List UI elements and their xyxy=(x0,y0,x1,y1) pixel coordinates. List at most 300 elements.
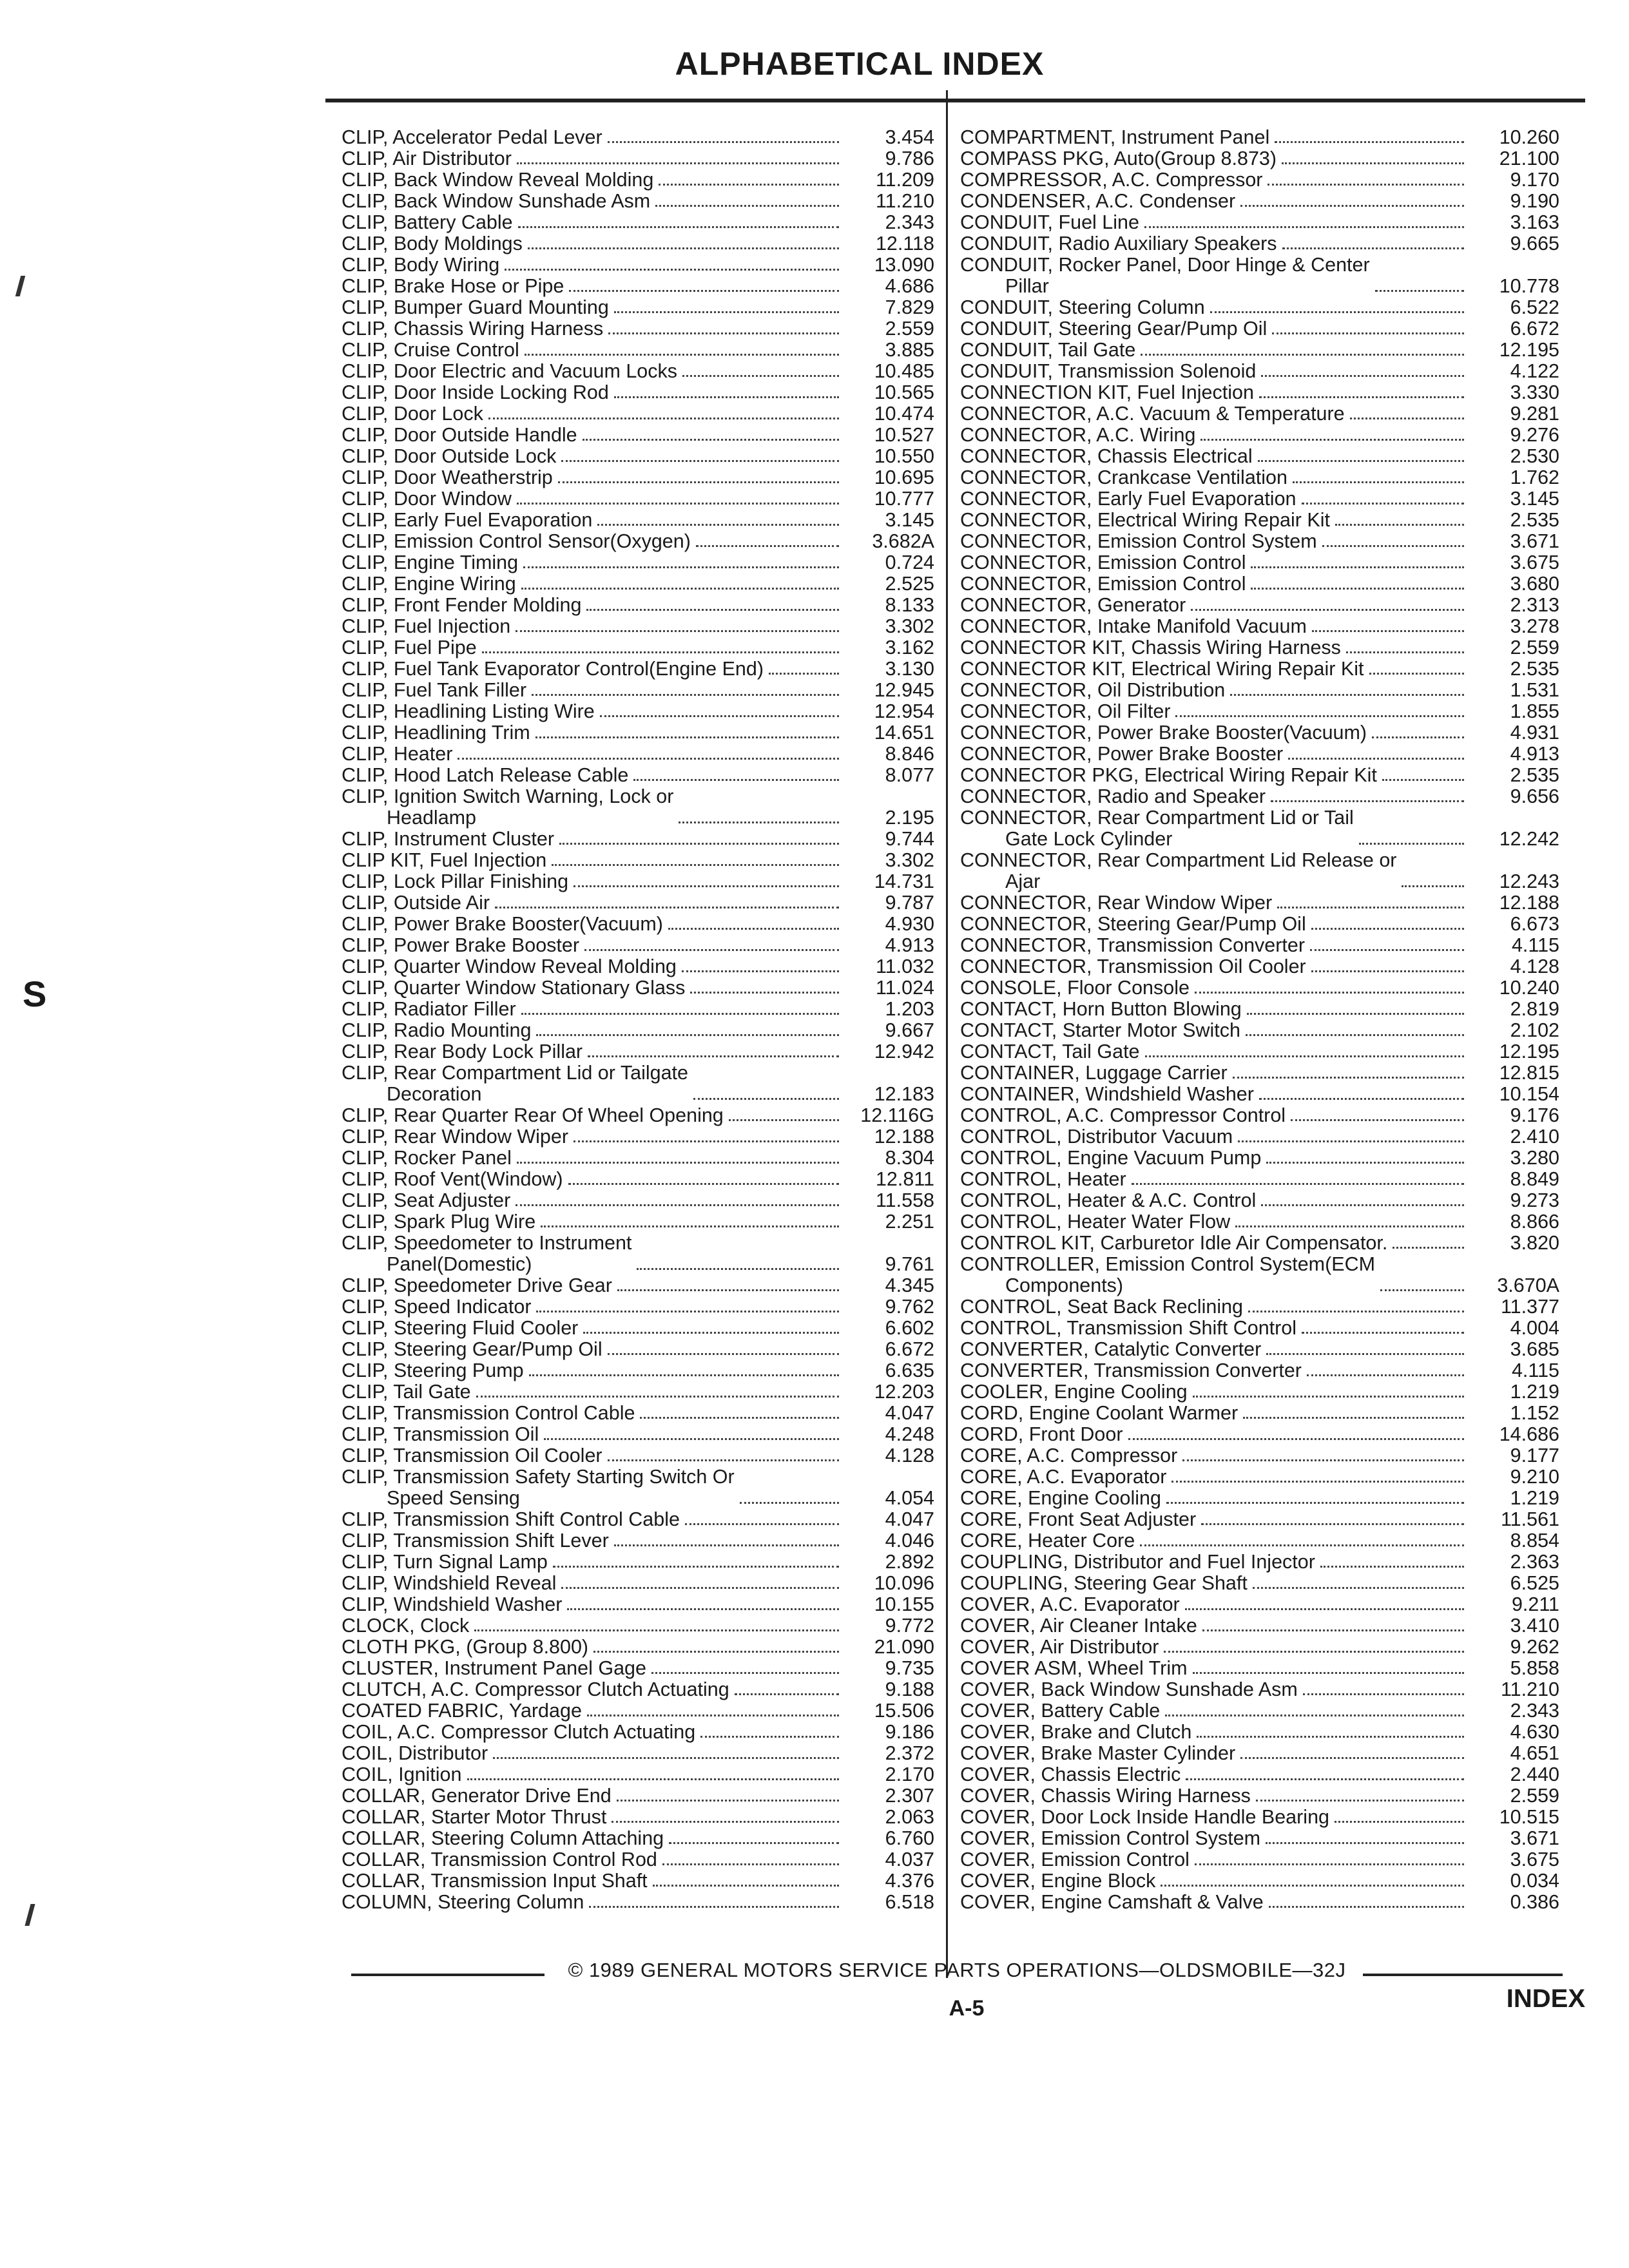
entry-name: CLIP, Power Brake Booster xyxy=(342,934,580,956)
dot-leader xyxy=(1210,311,1464,313)
index-entry xyxy=(960,1488,1559,1509)
entry-reference: 8.846 xyxy=(885,743,934,765)
index-entry xyxy=(342,488,934,510)
index-entry xyxy=(342,1594,934,1615)
entry-name: CLIP, Back Window Reveal Molding xyxy=(342,169,654,191)
entry-name: CONDUIT, Tail Gate xyxy=(960,339,1136,361)
index-entry xyxy=(342,573,934,595)
entry-name: CLIP, Body Moldings xyxy=(342,233,523,255)
entry-reference: 4.115 xyxy=(1511,934,1559,956)
entry-name: COVER, Back Window Sunshade Asm xyxy=(960,1678,1298,1700)
dot-leader xyxy=(521,1013,839,1015)
entry-reference: 14.731 xyxy=(874,870,934,892)
entry-name: CONNECTOR, Electrical Wiring Repair Kit xyxy=(960,509,1330,531)
entry-reference: 6.635 xyxy=(885,1360,934,1381)
dot-leader xyxy=(1128,1438,1464,1440)
dot-leader xyxy=(536,1034,839,1036)
entry-reference: 3.330 xyxy=(1510,381,1559,403)
entry-name: COVER, Air Distributor xyxy=(960,1636,1159,1658)
entry-name-continued: Pillar xyxy=(1005,275,1049,297)
index-entry xyxy=(960,425,1559,446)
index-entry xyxy=(960,595,1559,616)
entry-name: CONTROL KIT, Carburetor Idle Air Compensator. xyxy=(960,1232,1388,1254)
entry-reference: 12.815 xyxy=(1499,1062,1559,1084)
dot-leader xyxy=(1235,1225,1464,1227)
index-entry xyxy=(342,191,934,212)
index-entry xyxy=(342,1722,934,1743)
index-entry xyxy=(960,1679,1559,1700)
dot-leader xyxy=(505,269,839,271)
entry-name: CONNECTOR KIT, Chassis Wiring Harness xyxy=(960,637,1341,658)
entry-name: CLIP, Door Outside Lock xyxy=(342,445,557,467)
entry-name: CLIP, Lock Pillar Finishing xyxy=(342,870,569,892)
index-entry xyxy=(342,1573,934,1594)
entry-name: CONNECTION KIT, Fuel Injection xyxy=(960,381,1254,403)
dot-leader xyxy=(729,1119,839,1121)
entry-name: COLLAR, Transmission Control Rod xyxy=(342,1849,657,1870)
index-entry xyxy=(342,892,934,914)
dot-leader xyxy=(655,205,839,207)
entry-reference: 10.565 xyxy=(874,381,934,403)
entry-reference: 9.211 xyxy=(1511,1593,1559,1615)
dot-leader xyxy=(1253,1587,1464,1589)
entry-name: CONNECTOR, Transmission Converter xyxy=(960,934,1306,956)
dot-leader xyxy=(1369,673,1464,675)
dot-leader xyxy=(1251,566,1464,568)
entry-reference: 9.273 xyxy=(1510,1189,1559,1211)
index-entry xyxy=(342,701,934,722)
dot-leader xyxy=(700,1736,839,1738)
dot-leader xyxy=(1307,1374,1464,1376)
entry-name: CONNECTOR, Rear Window Wiper xyxy=(960,892,1273,914)
entry-reference: 2.372 xyxy=(885,1742,934,1764)
entry-reference: 10.474 xyxy=(874,403,934,425)
entry-name: CONNECTOR, Transmission Oil Cooler xyxy=(960,956,1306,977)
entry-name: COIL, Distributor xyxy=(342,1742,488,1764)
entry-reference: 2.170 xyxy=(885,1763,934,1785)
entry-reference: 9.186 xyxy=(885,1721,934,1743)
entry-reference: 4.054 xyxy=(885,1487,934,1509)
entry-reference: 3.682A xyxy=(872,530,934,552)
dot-leader xyxy=(523,566,839,568)
entry-reference: 4.913 xyxy=(885,934,934,956)
index-entry xyxy=(342,212,934,233)
index-entry xyxy=(960,510,1559,531)
entry-reference: 12.183 xyxy=(874,1083,934,1105)
index-entry xyxy=(960,701,1559,722)
dot-leader xyxy=(633,779,839,781)
dot-leader xyxy=(1282,247,1464,249)
entry-name: CONTROL, Heater Water Flow xyxy=(960,1211,1231,1233)
entry-name: CLIP, Chassis Wiring Harness xyxy=(342,318,604,340)
dot-leader xyxy=(1272,332,1464,334)
entry-reference: 3.885 xyxy=(885,339,934,361)
dot-leader xyxy=(1164,1651,1464,1653)
entry-reference: 2.535 xyxy=(1510,764,1559,786)
entry-reference: 12.195 xyxy=(1499,1041,1559,1062)
entry-name: CLIP, Door Electric and Vacuum Locks xyxy=(342,360,678,382)
index-entry xyxy=(342,1296,934,1318)
index-entry xyxy=(960,977,1559,999)
entry-reference: 4.931 xyxy=(1510,722,1559,744)
entry-reference: 4.047 xyxy=(885,1508,934,1530)
entry-reference: 9.176 xyxy=(1510,1104,1559,1126)
index-entry xyxy=(342,297,934,318)
index-column-right xyxy=(960,127,1559,1913)
dot-leader xyxy=(1288,758,1464,760)
dot-leader xyxy=(516,1204,839,1206)
dot-leader xyxy=(1275,141,1464,143)
dot-leader xyxy=(559,843,839,845)
entry-name: CONSOLE, Floor Console xyxy=(960,977,1190,999)
dot-leader xyxy=(653,1885,839,1887)
entry-reference: 0.386 xyxy=(1510,1891,1559,1913)
entry-reference: 3.670A xyxy=(1497,1274,1559,1296)
entry-name: CONTROL, Transmission Shift Control xyxy=(960,1317,1297,1339)
entry-name: CONDUIT, Rocker Panel, Door Hinge & Center xyxy=(960,254,1370,276)
dot-leader xyxy=(1247,1013,1464,1015)
entry-reference: 3.280 xyxy=(1510,1147,1559,1169)
entry-name: CLIP, Fuel Pipe xyxy=(342,637,477,658)
dot-leader xyxy=(574,1140,839,1142)
dot-leader xyxy=(608,1353,839,1355)
index-entry xyxy=(960,403,1559,425)
dot-leader xyxy=(525,354,839,356)
page-number: A-5 xyxy=(949,1996,985,2021)
dot-leader xyxy=(1248,1311,1464,1312)
dot-leader xyxy=(1193,1672,1464,1674)
entry-name: CONNECTOR PKG, Electrical Wiring Repair Kit xyxy=(960,764,1377,786)
entry-reference: 3.145 xyxy=(1510,488,1559,510)
dot-leader xyxy=(532,694,839,696)
entry-reference: 3.302 xyxy=(885,615,934,637)
entry-reference: 0.724 xyxy=(885,552,934,573)
dot-leader xyxy=(1197,1736,1464,1738)
entry-name: CLOCK, Clock xyxy=(342,1615,470,1637)
index-entry xyxy=(960,1233,1559,1254)
index-entry xyxy=(342,1743,934,1764)
entry-name: CLIP, Cruise Control xyxy=(342,339,519,361)
index-entry xyxy=(342,744,934,765)
index-entry xyxy=(342,935,934,956)
entry-reference: 9.786 xyxy=(885,148,934,169)
entry-name: COVER, Chassis Wiring Harness xyxy=(960,1785,1251,1807)
entry-name: CONTROL, A.C. Compressor Control xyxy=(960,1104,1286,1126)
index-entry xyxy=(342,1062,934,1105)
index-entry xyxy=(960,233,1559,255)
entry-name: CLIP, Transmission Safety Starting Switch Or xyxy=(342,1466,735,1488)
dot-leader xyxy=(1293,481,1464,483)
index-entry xyxy=(960,1530,1559,1552)
entry-reference: 3.278 xyxy=(1510,615,1559,637)
entry-name: CLIP, Quarter Window Stationary Glass xyxy=(342,977,686,999)
entry-name: COLLAR, Steering Column Attaching xyxy=(342,1827,664,1849)
entry-name: CLIP, Fuel Injection xyxy=(342,615,511,637)
index-entry xyxy=(342,1785,934,1807)
index-entry xyxy=(960,255,1559,297)
entry-name: CLIP, Back Window Sunshade Asm xyxy=(342,190,651,212)
index-entry xyxy=(960,1318,1559,1339)
index-entry xyxy=(960,637,1559,658)
entry-name: CONNECTOR, Oil Filter xyxy=(960,700,1171,722)
index-entry xyxy=(342,1870,934,1892)
index-entry xyxy=(342,680,934,701)
entry-name: COVER ASM, Wheel Trim xyxy=(960,1657,1188,1679)
entry-reference: 4.630 xyxy=(1510,1721,1559,1743)
entry-name: CONDUIT, Transmission Solenoid xyxy=(960,360,1257,382)
entry-name: CLIP, Engine Wiring xyxy=(342,573,516,595)
dot-leader xyxy=(516,630,839,632)
dot-leader xyxy=(1202,1629,1464,1631)
entry-reference: 1.762 xyxy=(1510,466,1559,488)
dot-leader xyxy=(587,1715,839,1716)
index-entry xyxy=(342,276,934,297)
entry-reference: 3.162 xyxy=(885,637,934,658)
dot-leader xyxy=(574,885,839,887)
entry-reference: 1.219 xyxy=(1510,1381,1559,1403)
dot-leader xyxy=(1302,503,1465,505)
dot-leader xyxy=(467,1778,840,1780)
entry-reference: 9.281 xyxy=(1510,403,1559,425)
entry-name: CLIP, Speedometer Drive Gear xyxy=(342,1274,612,1296)
entry-reference: 8.849 xyxy=(1510,1168,1559,1190)
entry-name: COATED FABRIC, Yardage xyxy=(342,1700,582,1722)
entry-name: CLIP, Door Outside Handle xyxy=(342,424,577,446)
entry-reference: 1.152 xyxy=(1510,1402,1559,1424)
dot-leader xyxy=(541,1225,839,1227)
entry-reference: 11.377 xyxy=(1500,1296,1559,1318)
dot-leader xyxy=(640,1417,839,1419)
entry-reference: 2.307 xyxy=(885,1785,934,1807)
dot-leader xyxy=(517,503,839,505)
entry-name: CONNECTOR, Emission Control System xyxy=(960,530,1317,552)
dot-leader xyxy=(589,1906,839,1908)
index-entry xyxy=(960,1020,1559,1041)
entry-name: COUPLING, Distributor and Fuel Injector xyxy=(960,1551,1315,1573)
index-entry xyxy=(342,361,934,382)
index-entry xyxy=(960,1700,1559,1722)
dot-leader xyxy=(1268,184,1464,186)
index-entry xyxy=(342,1530,934,1552)
dot-leader xyxy=(1261,1204,1464,1206)
entry-name: CLIP, Speed Indicator xyxy=(342,1296,532,1318)
entry-reference: 3.410 xyxy=(1510,1615,1559,1637)
dot-leader xyxy=(1171,1481,1464,1483)
index-entry xyxy=(342,1615,934,1637)
entry-reference: 10.240 xyxy=(1499,977,1559,999)
dot-leader xyxy=(614,1544,839,1546)
dot-leader xyxy=(597,524,839,526)
entry-name-continued: Panel(Domestic) xyxy=(387,1253,532,1275)
dot-leader xyxy=(1350,418,1464,419)
index-entry xyxy=(960,1381,1559,1403)
entry-name: COMPRESSOR, A.C. Compressor xyxy=(960,169,1263,191)
dot-leader xyxy=(1193,1396,1464,1398)
index-entry xyxy=(960,1764,1559,1785)
entry-name: CLIP, Steering Fluid Cooler xyxy=(342,1317,579,1339)
entry-name: CLIP, Fuel Tank Filler xyxy=(342,679,527,701)
entry-reference: 4.930 xyxy=(885,913,934,935)
entry-reference: 4.037 xyxy=(885,1849,934,1870)
dot-leader xyxy=(1266,1353,1464,1355)
entry-name: CORE, Heater Core xyxy=(960,1530,1135,1552)
index-entry xyxy=(960,318,1559,340)
index-entry xyxy=(960,1743,1559,1764)
entry-name: CORE, Front Seat Adjuster xyxy=(960,1508,1197,1530)
dot-leader xyxy=(693,1098,839,1100)
entry-reference: 1.531 xyxy=(1510,679,1559,701)
dot-leader xyxy=(608,332,839,334)
index-entry xyxy=(342,1126,934,1148)
index-entry xyxy=(342,786,934,829)
index-entry xyxy=(960,361,1559,382)
entry-name: CONTROL, Heater xyxy=(960,1168,1126,1190)
entry-name: CONTACT, Horn Button Blowing xyxy=(960,998,1242,1020)
dot-leader xyxy=(1240,1757,1464,1759)
entry-name: CLIP, Rear Quarter Rear Of Wheel Opening xyxy=(342,1104,724,1126)
dot-leader xyxy=(583,1332,839,1334)
index-column-left xyxy=(342,127,934,1913)
entry-reference: 2.363 xyxy=(1510,1551,1559,1573)
entry-reference: 12.942 xyxy=(874,1041,934,1062)
dot-leader xyxy=(1310,949,1464,951)
dot-leader xyxy=(474,1629,839,1631)
entry-reference: 11.558 xyxy=(875,1189,934,1211)
index-entry xyxy=(342,1169,934,1190)
entry-reference: 2.892 xyxy=(885,1551,934,1573)
entry-name: CONDENSER, A.C. Condenser xyxy=(960,190,1236,212)
entry-name: COLLAR, Generator Drive End xyxy=(342,1785,612,1807)
index-entry xyxy=(960,446,1559,467)
dot-leader xyxy=(1230,694,1464,696)
margin-mark: S xyxy=(23,974,47,1014)
dot-leader xyxy=(1259,1098,1464,1100)
dot-leader xyxy=(659,184,839,186)
entry-reference: 1.855 xyxy=(1510,700,1559,722)
entry-reference: 9.667 xyxy=(885,1019,934,1041)
dot-leader xyxy=(1359,843,1464,845)
entry-reference: 10.778 xyxy=(1499,275,1559,297)
index-entry xyxy=(960,1445,1559,1466)
dot-leader xyxy=(567,1608,839,1610)
entry-name: CLIP, Front Fender Molding xyxy=(342,594,582,616)
dot-leader xyxy=(600,715,839,717)
entry-name: CONNECTOR, Rear Compartment Lid or Tail xyxy=(960,807,1354,829)
dot-leader xyxy=(1320,1566,1464,1568)
entry-name: CONTROLLER, Emission Control System(ECM xyxy=(960,1253,1376,1275)
scan-speck xyxy=(15,276,26,296)
entry-name: COVER, Brake Master Cylinder xyxy=(960,1742,1236,1764)
index-entry xyxy=(342,871,934,892)
entry-reference: 9.190 xyxy=(1510,190,1559,212)
entry-name: CONTROL, Seat Back Reclining xyxy=(960,1296,1244,1318)
entry-reference: 3.675 xyxy=(1510,552,1559,573)
entry-reference: 21.100 xyxy=(1499,148,1559,169)
entry-name: CONNECTOR, Oil Distribution xyxy=(960,679,1226,701)
dot-leader xyxy=(1185,1608,1464,1610)
index-entry xyxy=(960,297,1559,318)
entry-reference: 6.518 xyxy=(885,1891,934,1913)
entry-name: CLIP, Transmission Shift Lever xyxy=(342,1530,609,1552)
entry-reference: 10.515 xyxy=(1499,1806,1559,1828)
index-entry xyxy=(342,382,934,403)
entry-reference: 2.535 xyxy=(1510,509,1559,531)
entry-reference: 4.376 xyxy=(885,1870,934,1892)
entry-reference: 9.656 xyxy=(1510,785,1559,807)
index-entry xyxy=(960,340,1559,361)
entry-reference: 4.686 xyxy=(885,275,934,297)
entry-name: CONNECTOR, Emission Control xyxy=(960,552,1246,573)
entry-name: COVER, Air Cleaner Intake xyxy=(960,1615,1197,1637)
index-entry xyxy=(342,1807,934,1828)
index-entry xyxy=(342,765,934,786)
entry-name: COLLAR, Starter Motor Thrust xyxy=(342,1806,607,1828)
entry-name: CORD, Engine Coolant Warmer xyxy=(960,1402,1239,1424)
entry-name: CLIP, Rear Body Lock Pillar xyxy=(342,1041,583,1062)
entry-reference: 4.115 xyxy=(1511,1360,1559,1381)
index-entry xyxy=(960,1870,1559,1892)
page-title: ALPHABETICAL INDEX xyxy=(675,46,1045,82)
entry-reference: 3.671 xyxy=(1510,530,1559,552)
entry-reference: 2.559 xyxy=(885,318,934,340)
index-entry xyxy=(960,744,1559,765)
dot-leader xyxy=(651,1672,839,1674)
entry-reference: 6.602 xyxy=(885,1317,934,1339)
entry-name-continued: Headlamp xyxy=(387,807,477,829)
entry-name: CLIP, Accelerator Pedal Lever xyxy=(342,126,602,148)
index-entry xyxy=(342,531,934,552)
entry-reference: 2.313 xyxy=(1510,594,1559,616)
dot-leader xyxy=(1195,1863,1464,1865)
entry-name: CONNECTOR, Power Brake Booster xyxy=(960,743,1284,765)
index-entry xyxy=(960,191,1559,212)
entry-name: CLIP, Early Fuel Evaporation xyxy=(342,509,593,531)
index-entry xyxy=(960,1211,1559,1233)
index-entry xyxy=(960,1552,1559,1573)
entry-name: CLIP, Headlining Listing Wire xyxy=(342,700,595,722)
entry-name: CORE, A.C. Evaporator xyxy=(960,1466,1167,1488)
entry-name: COMPASS PKG, Auto(Group 8.873) xyxy=(960,148,1277,169)
index-entry xyxy=(342,999,934,1020)
entry-name-continued: Speed Sensing xyxy=(387,1487,520,1509)
dot-leader xyxy=(458,758,839,760)
entry-reference: 12.243 xyxy=(1499,870,1559,892)
index-entry xyxy=(342,1658,934,1679)
index-entry xyxy=(960,1254,1559,1296)
entry-name: CLIP, Heater xyxy=(342,743,453,765)
index-entry xyxy=(960,1296,1559,1318)
dot-leader xyxy=(1312,630,1464,632)
dot-leader xyxy=(669,1842,839,1844)
dot-leader xyxy=(552,864,839,866)
entry-reference: 3.685 xyxy=(1510,1338,1559,1360)
index-entry xyxy=(342,233,934,255)
dot-leader xyxy=(517,162,839,164)
entry-name: CONTROL, Engine Vacuum Pump xyxy=(960,1147,1262,1169)
entry-reference: 11.210 xyxy=(875,190,934,212)
entry-name: CONNECTOR, Emission Control xyxy=(960,573,1246,595)
index-entry xyxy=(960,1360,1559,1381)
dot-leader xyxy=(1402,885,1464,887)
index-entry xyxy=(960,765,1559,786)
index-entry xyxy=(960,1084,1559,1105)
entry-name: COVER, Emission Control xyxy=(960,1849,1190,1870)
dot-leader xyxy=(569,290,839,292)
dot-leader xyxy=(568,1183,839,1185)
dot-leader xyxy=(493,1757,839,1759)
index-entry xyxy=(960,488,1559,510)
dot-leader xyxy=(614,311,839,313)
